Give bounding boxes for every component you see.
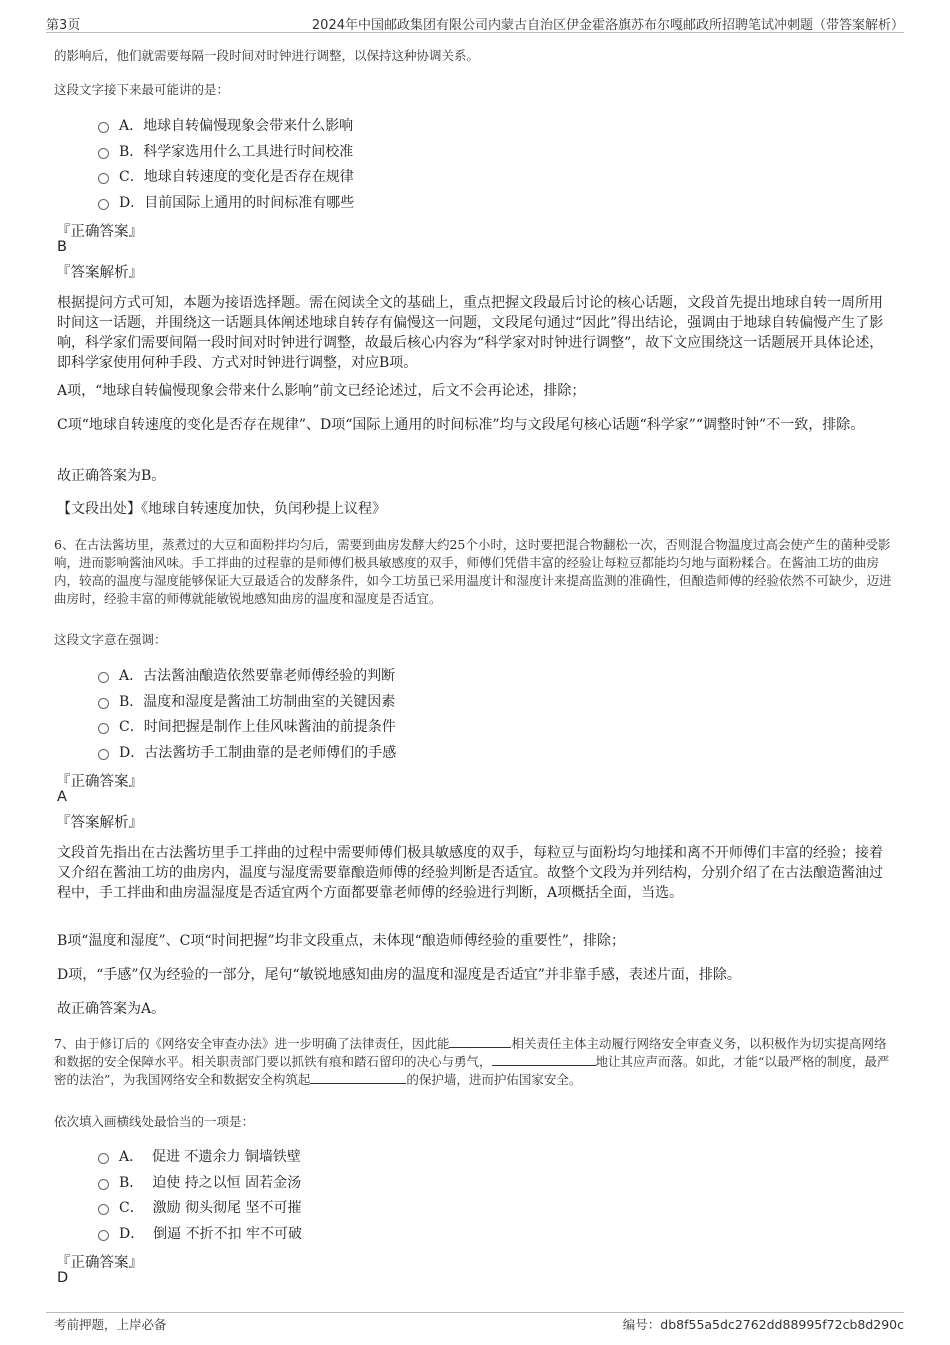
q5-option-d[interactable]: D．目前国际上通用的时间标准有哪些	[98, 192, 354, 212]
q5-option-b[interactable]: B．科学家选用什么工具进行时间校准	[98, 141, 353, 161]
q6-analysis-label: 『答案解析』	[56, 815, 143, 831]
radio-icon[interactable]	[98, 148, 109, 159]
q6-option-b[interactable]: B．温度和湿度是酱油工坊制曲室的关键因素	[98, 691, 395, 711]
fill-blank-3	[310, 1071, 406, 1084]
q6-analysis-para-4: 故正确答案为A。	[57, 1001, 166, 1017]
q6-answer-label: 『正确答案』	[56, 774, 143, 790]
document-title: 2024年中国邮政集团有限公司内蒙古自治区伊金霍洛旗苏布尔嘎邮政所招聘笔试冲刺题（带答案解析）	[311, 18, 904, 33]
radio-icon[interactable]	[98, 122, 109, 133]
q5-analysis-para-1: 根据提问方式可知，本题为接语选择题。需在阅读全文的基础上，重点把握文段最后讨论的核心话题，文段首先提出地球自转一周所用时间这一话题，并围绕这一话题具体阐述地球自转存有偏慢这一问题，文段尾句通过“因此”得出结论，强调由于地球自转偏慢产生了影响，科学家们需要间隔一段时间对时钟进行调整，故最后核心内容为“科学家对时钟进行调整”，故下文应围绕这一话题展开具体论述，即科学家使用何种手段、方式对时钟进行调整，对应B项。	[57, 295, 884, 371]
q6-analysis-para-1: 文段首先指出在古法酱坊里手工拌曲的过程中需要师傅们极具敏感度的双手，每粒豆与面粉均匀地揉和离不开师傅们丰富的经验；接着又介绍在酱油工坊的曲房内，温度与湿度需要靠酿造师傅的经验判断是否适宜。故整个文段为并列结构，分别介绍了在古法酿造酱油过程中，手工拌曲和曲房温湿度是否适宜两个方面都要靠老师傅的经验进行判断，A项概括全面，当选。	[57, 845, 883, 901]
q7-prompt: 依次填入画横线处最恰当的一项是：	[54, 1114, 255, 1129]
radio-icon[interactable]	[98, 723, 109, 734]
page-number: 第3页	[46, 18, 81, 33]
q7-answer-label: 『正确答案』	[56, 1255, 143, 1271]
q7-answer: D	[57, 1270, 69, 1286]
q5-analysis-para-2: A项，“地球自转偏慢现象会带来什么影响”前文已经论述过，后文不会再论述，排除；	[57, 383, 586, 399]
fill-blank-1	[449, 1035, 511, 1048]
radio-icon[interactable]	[98, 1204, 109, 1215]
radio-icon[interactable]	[98, 749, 109, 760]
q5-analysis-label: 『答案解析』	[56, 265, 143, 281]
radio-icon[interactable]	[98, 698, 109, 709]
fill-blank-2	[492, 1053, 596, 1066]
q6-analysis-para-3: D项，“手感”仅为经验的一部分，尾句“敏锐地感知曲房的温度和湿度是否适宜”并非靠手感，表述片面，排除。	[57, 967, 741, 983]
radio-icon[interactable]	[98, 173, 109, 184]
q5-option-c[interactable]: C．地球自转速度的变化是否存在规律	[98, 166, 354, 186]
q5-intro-tail: 的影响后，他们就需要每隔一段时间对时钟进行调整，以保持这种协调关系。	[54, 48, 480, 63]
page-footer	[46, 1312, 904, 1333]
q6-option-c[interactable]: C．时间把握是制作上佳风味酱油的前提条件	[98, 716, 396, 736]
q7-option-d[interactable]: D． 倒逼 不折不扣 牢不可破	[98, 1223, 302, 1243]
radio-icon[interactable]	[98, 199, 109, 210]
q7-stem: 7、由于修订后的《网络安全审查办法》进一步明确了法律责任，因此能 相关责任主体主动履行网络安全审查义务，以积极作为切实提高网络和数据的安全保障水平。相关职责部门要以抓铁有痕和踏石留印的决心与勇气， 地让其应声而落。如此，才能“以最严格的制度，最严密的法治”，为我国网络安全和数据安全构筑起 的保护墙，进而护佑国家安全。	[54, 1036, 890, 1087]
q5-source: 【文段出处】《地球自转速度加快，负闰秒提上议程》	[57, 501, 386, 517]
q5-analysis-para-4: 故正确答案为B。	[57, 468, 166, 484]
q6-option-d[interactable]: D．古法酱坊手工制曲靠的是老师傅们的手感	[98, 742, 396, 762]
q5-answer: B	[57, 239, 67, 255]
q6-prompt: 这段文字意在强调：	[54, 632, 167, 647]
page-header	[46, 14, 904, 33]
q6-answer: A	[57, 789, 67, 805]
q6-option-a[interactable]: A．古法酱油酿造依然要靠老师傅经验的判断	[98, 665, 395, 685]
q5-analysis-para-3: C项“地球自转速度的变化是否存在规律”、D项“国际上通用的时间标准”均与文段尾句核心话题“科学家”“调整时钟”不一致，排除。	[57, 417, 865, 433]
radio-icon[interactable]	[98, 1153, 109, 1164]
radio-icon[interactable]	[98, 1230, 109, 1241]
q7-option-c[interactable]: C． 激励 彻头彻尾 坚不可摧	[98, 1197, 302, 1217]
q7-option-a[interactable]: A． 促进 不遗余力 铜墙铁壁	[98, 1146, 301, 1166]
q5-prompt: 这段文字接下来最可能讲的是：	[54, 82, 230, 97]
q5-answer-label: 『正确答案』	[56, 224, 143, 240]
radio-icon[interactable]	[98, 1179, 109, 1190]
q6-analysis-para-2: B项“温度和湿度”、C项“时间把握”均非文段重点，未体现“酿造师傅经验的重要性”，排除；	[57, 933, 625, 949]
q5-option-a[interactable]: A．地球自转偏慢现象会带来什么影响	[98, 115, 353, 135]
footer-slogan: 考前押题，上岸必备	[54, 1317, 167, 1332]
q7-option-b[interactable]: B． 迫使 持之以恒 固若金汤	[98, 1172, 301, 1192]
radio-icon[interactable]	[98, 672, 109, 683]
document-code: 编号：db8f55a5dc2762dd88995f72cb8d290c	[622, 1317, 904, 1332]
q6-stem: 6、在古法酱坊里，蒸煮过的大豆和面粉拌均匀后，需要到曲房发酵大约25个小时，这时要把混合物翻松一次，否则混合物温度过高会使产生的菌种受影响，进而影响酱油风味。手工拌曲的过程靠的是师傅们极具敏感度的双手，师傅们凭借丰富的经验让每粒豆都能均匀地与面粉糅合。在酱油工坊的曲房内，较高的温度与湿度能够保证大豆最适合的发酵条件，如今工坊虽已采用温度计和湿度计来提高监测的准确性，但酿造师傅的经验依然不可缺少，迈进曲房时，经验丰富的师傅就能敏锐地感知曲房的温度和湿度是否适宜。	[54, 537, 892, 606]
